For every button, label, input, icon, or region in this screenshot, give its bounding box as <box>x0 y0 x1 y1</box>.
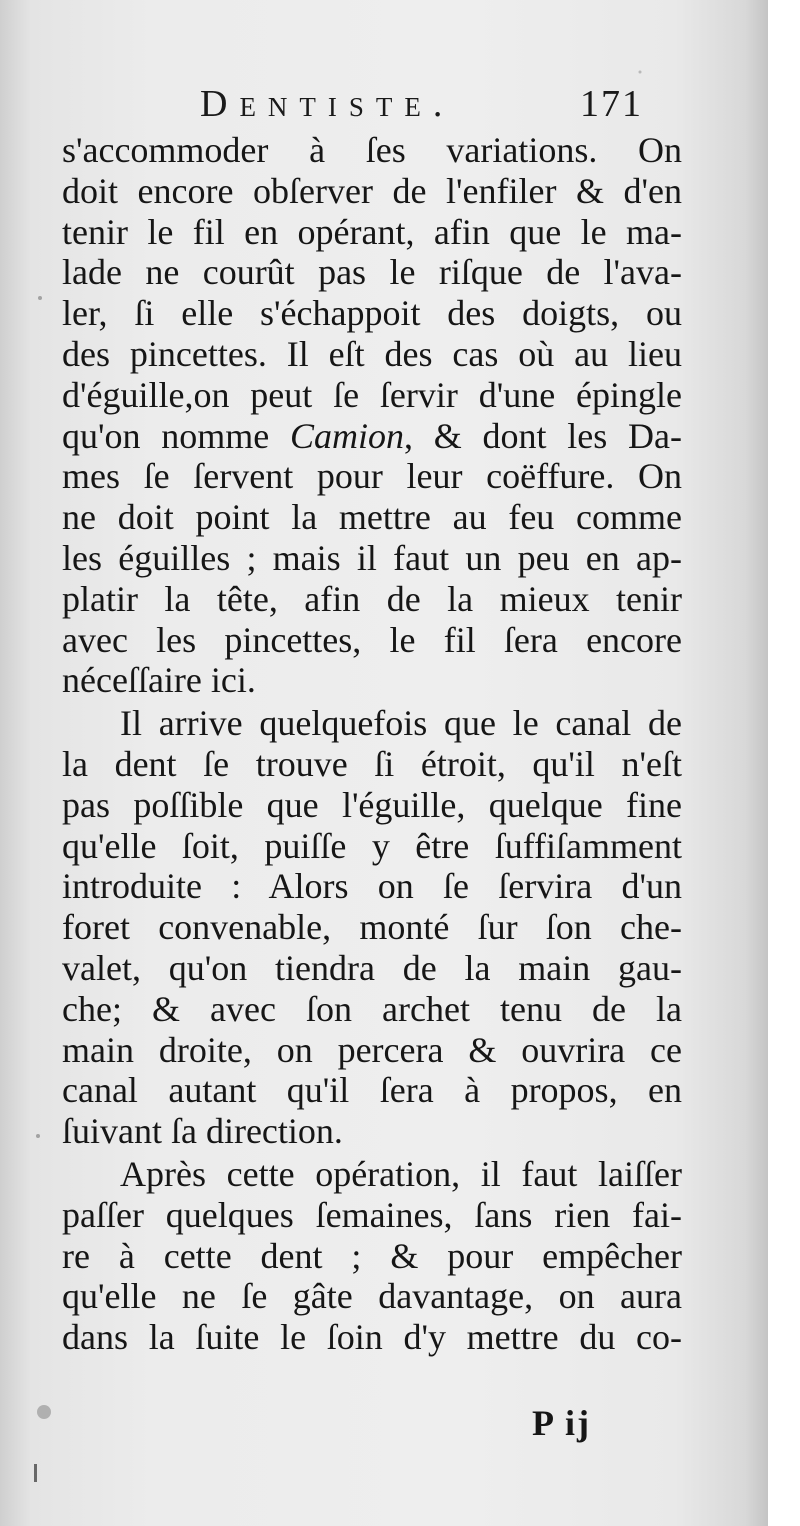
text-line: qu'elle ſoit, puiſſe y être ſuffiſamment <box>62 825 682 866</box>
text-line: ne doit point la mettre au feu comme <box>62 497 682 538</box>
text-line: avec les pincettes, le fil ſera encore <box>62 619 682 660</box>
text-line: lade ne courût pas le riſque de l'ava- <box>62 252 682 293</box>
text-line: mes ſe ſervent pour leur coëffure. On <box>62 456 682 497</box>
text-line: la dent ſe trouve ſi étroit, qu'il n'eſt <box>62 743 682 784</box>
paper-speck <box>37 1405 51 1419</box>
text-line: néceſſaire ici. <box>62 660 256 701</box>
scan-margin <box>768 0 800 1526</box>
text-line: dans la ſuite le ſoin d'y mettre du co- <box>62 1317 682 1358</box>
text-line: introduite : Alors on ſe ſervira d'un <box>62 866 682 907</box>
paper-speck <box>639 71 642 74</box>
page-header <box>200 82 660 126</box>
text-line: d'éguille,on peut ſe ſervir d'une épingle <box>62 374 682 415</box>
text-line: qu'on nomme Camion, & dont les Da- <box>62 415 682 456</box>
text-line: Il arrive quelquefois que le canal de <box>120 703 682 744</box>
text-line: s'accommoder à ſes variations. On <box>62 130 682 170</box>
italic-term: Camion <box>289 415 404 456</box>
text-line: paſſer quelques ſemaines, ſans rien fai- <box>62 1194 682 1235</box>
text-line: platir la tête, afin de la mieux tenir <box>62 578 682 619</box>
paper-speck <box>34 1464 37 1482</box>
text-line: re à cette dent ; & pour empêcher <box>62 1235 682 1276</box>
text-line: tenir le fil en opérant, afin que le ma- <box>62 211 682 252</box>
body-text <box>62 130 682 1358</box>
text-line: canal autant qu'il ſera à propos, en <box>62 1070 682 1111</box>
signature-mark: P ij <box>532 1403 591 1443</box>
text-line: les éguilles ; mais il faut un peu en ap- <box>62 537 682 578</box>
text-line: Après cette opération, il faut laiſſer <box>120 1153 682 1194</box>
text-line: pas poſſible que l'éguille, quelque fine <box>62 784 682 825</box>
paper-speck <box>38 296 42 300</box>
text-line: ſuivant ſa direction. <box>62 1111 343 1152</box>
text-line: che; & avec ſon archet tenu de la <box>62 988 682 1029</box>
text-line: main droite, on percera & ouvrira ce <box>62 1029 682 1070</box>
text-line: doit encore obſerver de l'enfiler & d'en <box>62 170 682 211</box>
paper-speck <box>36 1134 40 1138</box>
text-line: ler, ſi elle s'échappoit des doigts, ou <box>62 293 682 334</box>
text-line: valet, qu'on tiendra de la main gau- <box>62 947 682 988</box>
text-line: qu'elle ne ſe gâte davantage, on aura <box>62 1276 682 1317</box>
running-head: Dentiste. <box>200 83 455 125</box>
page-number: 171 <box>580 83 643 125</box>
text-line: des pincettes. Il eſt des cas où au lieu <box>62 333 682 374</box>
text-line: foret convenable, monté ſur ſon che- <box>62 907 682 948</box>
